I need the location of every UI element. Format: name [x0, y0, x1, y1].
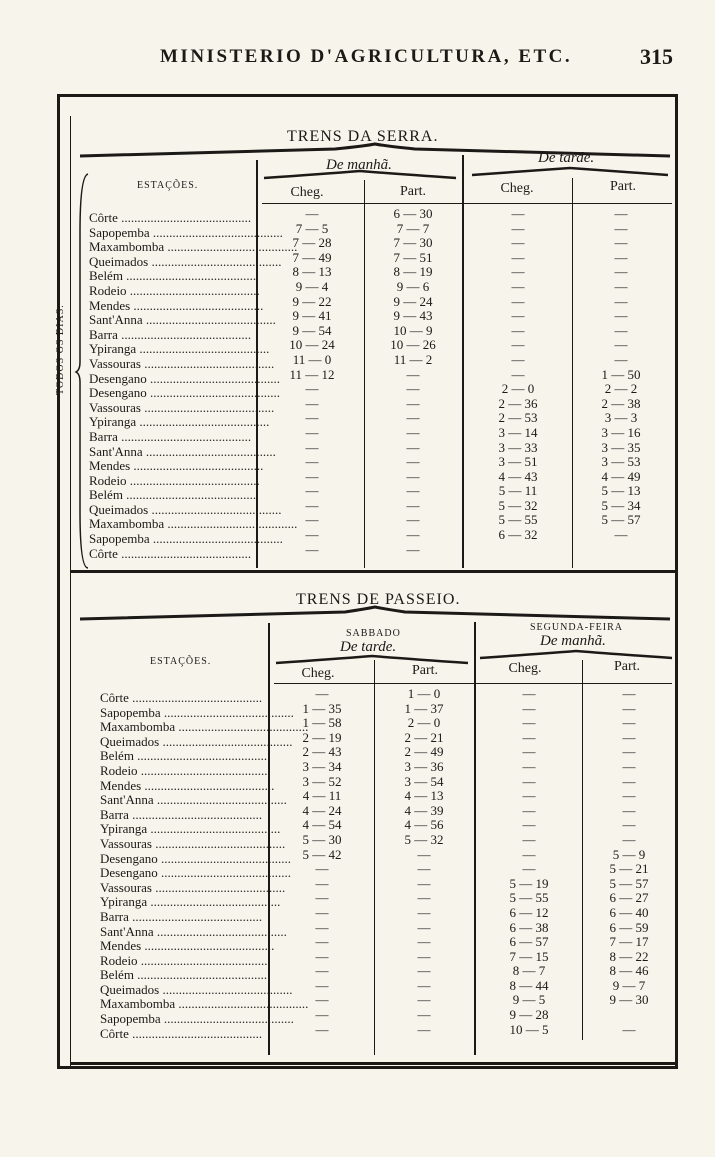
time-cell: — — [622, 686, 636, 701]
time-cell: 5 — 19 — [509, 875, 549, 891]
time-cell: — — [305, 454, 319, 470]
time-cell: — — [522, 773, 536, 789]
time-cell: 4 — 54 — [302, 817, 342, 833]
monday-label: SEGUNDA-FEIRA — [530, 622, 623, 633]
time-cell: 3 — 54 — [404, 773, 444, 789]
time-cell: 5 — 34 — [601, 497, 641, 513]
station-name: Queimados ........................................ — [100, 733, 293, 749]
monday-arrive-col — [480, 687, 578, 1037]
time-cell: 3 — 34 — [302, 758, 342, 774]
station-name: Ypiranga ........................................ — [89, 414, 270, 430]
time-cell: — — [406, 395, 420, 411]
time-cell: — — [305, 497, 319, 513]
time-cell: 6 — 40 — [609, 904, 649, 920]
time-cell: — — [406, 410, 420, 426]
serra-divider-main — [462, 155, 464, 568]
time-cell: — — [522, 831, 536, 847]
serra-morning-brace — [262, 168, 458, 180]
time-cell: — — [315, 948, 329, 964]
station-name: Rodeio ........................................ — [100, 762, 271, 778]
time-cell: — — [511, 308, 525, 324]
serra-side-brace — [76, 172, 90, 570]
station-name: Ypiranga ........................................ — [100, 894, 281, 910]
time-cell: — — [406, 454, 420, 470]
time-cell: 2 — 49 — [404, 744, 444, 760]
time-cell: — — [622, 788, 636, 804]
time-cell: — — [315, 686, 329, 701]
time-cell: — — [417, 977, 431, 993]
serra-afternoon-label: De tarde. — [538, 150, 595, 166]
station-name: Vassouras ........................................ — [89, 399, 275, 415]
time-cell: 7 — 5 — [295, 220, 329, 236]
time-cell: 7 — 17 — [609, 934, 649, 950]
time-cell: — — [622, 773, 636, 789]
time-cell: — — [315, 919, 329, 935]
time-cell: 5 — 11 — [498, 483, 538, 499]
time-cell: 9 — 30 — [609, 992, 649, 1008]
time-cell: 4 — 56 — [404, 817, 444, 833]
time-cell: — — [522, 744, 536, 760]
time-cell: — — [522, 788, 536, 804]
monday-sub: De manhã. — [540, 633, 606, 649]
time-cell: — — [522, 686, 536, 701]
station-name: Maxambomba ........................................ — [89, 516, 298, 532]
time-cell: — — [622, 1021, 636, 1037]
serra-divider-morning — [364, 180, 365, 568]
time-cell: 8 — 19 — [393, 264, 433, 280]
time-cell: 10 — 26 — [390, 337, 436, 353]
station-name: Barra ........................................ — [100, 908, 263, 924]
station-name: Sapopemba ........................................ — [89, 224, 283, 240]
serra-afternoon-arrive-header: Cheg. — [500, 181, 534, 196]
time-cell: 8 — 44 — [509, 977, 549, 993]
time-cell — [586, 1008, 672, 1023]
time-cell: 2 — 0 — [407, 715, 441, 731]
passeio-stations-header: ESTAÇÕES. — [150, 656, 212, 667]
time-cell: — — [614, 264, 628, 280]
time-cell: — — [305, 395, 319, 411]
time-cell: — — [511, 293, 525, 309]
station-name: Côrte ........................................ — [100, 1025, 263, 1041]
passeio-brace — [75, 607, 675, 623]
time-cell: 3 — 16 — [601, 424, 641, 440]
station-name: Côrte ........................................ — [89, 210, 252, 225]
station-name: Sant'Anna ........................................ — [89, 312, 276, 328]
time-cell: — — [417, 890, 431, 906]
time-cell: 2 — 2 — [604, 381, 638, 397]
time-cell: 7 — 49 — [292, 249, 332, 265]
time-cell: — — [614, 249, 628, 265]
time-cell: — — [406, 512, 420, 528]
time-cell: — — [511, 278, 525, 294]
time-cell: — — [406, 541, 420, 557]
time-cell: 7 — 15 — [509, 948, 549, 964]
serra-title: TRENS DA SERRA. — [287, 128, 439, 145]
time-cell: — — [614, 206, 628, 221]
time-cell — [468, 543, 568, 558]
time-cell: 9 — 43 — [393, 308, 433, 324]
time-cell: — — [522, 846, 536, 862]
station-name: Maxambomba ........................................ — [100, 719, 309, 735]
passeio-divider-saturday — [374, 660, 375, 1055]
time-cell: 11 — 0 — [292, 351, 332, 367]
time-cell: 3 — 53 — [601, 454, 641, 470]
station-name: Ypiranga ........................................ — [89, 341, 270, 357]
saturday-depart-col — [378, 687, 470, 1037]
time-cell: — — [614, 337, 628, 353]
station-name: Rodeio ........................................ — [100, 952, 271, 968]
time-cell: — — [315, 904, 329, 920]
time-cell: 9 — 6 — [396, 278, 430, 294]
time-cell: 4 — 24 — [302, 802, 342, 818]
time-cell: — — [315, 1021, 329, 1037]
station-name: Belém ........................................ — [100, 967, 268, 983]
monday-arrive-header: Cheg. — [508, 661, 542, 676]
time-cell: — — [417, 1007, 431, 1023]
time-cell: — — [622, 715, 636, 731]
time-cell: 6 — 38 — [509, 919, 549, 935]
time-cell: 5 — 32 — [404, 831, 444, 847]
time-cell: 8 — 7 — [512, 963, 546, 979]
time-cell: 3 — 3 — [604, 410, 638, 426]
station-name: Desengano ........................................ — [100, 850, 292, 866]
time-cell: — — [614, 322, 628, 338]
time-cell: 11 — 2 — [393, 351, 433, 367]
time-cell: 9 — 4 — [295, 278, 329, 294]
time-cell: — — [315, 934, 329, 950]
time-cell: 4 — 39 — [404, 802, 444, 818]
time-cell: — — [622, 831, 636, 847]
time-cell: 5 — 55 — [509, 890, 549, 906]
station-name: Mendes ........................................ — [89, 458, 264, 474]
station-name: Vassouras ........................................ — [89, 355, 275, 371]
serra-afternoon-arrive-col — [468, 207, 568, 557]
time-cell: 5 — 9 — [612, 846, 646, 862]
time-cell: 7 — 30 — [393, 235, 433, 251]
time-cell: 11 — 12 — [289, 366, 335, 382]
time-cell: 5 — 32 — [498, 497, 538, 513]
time-cell: 9 — 24 — [393, 293, 433, 309]
station-name: Maxambomba ........................................ — [89, 239, 298, 255]
time-cell: 3 — 33 — [498, 439, 538, 455]
time-cell: — — [417, 992, 431, 1008]
time-cell: 9 — 41 — [292, 308, 332, 324]
passeio-header-rule — [274, 683, 672, 684]
station-name: Sant'Anna ........................................ — [100, 923, 287, 939]
serra-morning-arrive-header: Cheg. — [290, 185, 324, 200]
time-cell: 8 — 13 — [292, 264, 332, 280]
monday-depart-header: Part. — [613, 659, 641, 674]
time-cell: — — [315, 1007, 329, 1023]
time-cell: 4 — 49 — [601, 468, 641, 484]
time-cell: — — [315, 861, 329, 877]
time-cell: — — [614, 527, 628, 543]
time-cell: 9 — 54 — [292, 322, 332, 338]
time-cell: — — [614, 220, 628, 236]
time-cell: 5 — 42 — [302, 846, 342, 862]
serra-morning-depart-col — [368, 207, 458, 557]
time-cell: — — [511, 337, 525, 353]
time-cell: — — [305, 424, 319, 440]
time-cell: — — [417, 875, 431, 891]
time-cell: — — [511, 351, 525, 367]
time-cell: 2 — 43 — [302, 744, 342, 760]
serra-afternoon-depart-header: Part. — [609, 179, 637, 194]
serra-header-rule — [262, 203, 672, 204]
time-cell: 9 — 5 — [512, 992, 546, 1008]
passeio-divider-main — [474, 622, 476, 1055]
station-name: Queimados ........................................ — [89, 253, 282, 269]
station-name: Mendes ........................................ — [89, 297, 264, 313]
station-name: Mendes ........................................ — [100, 938, 275, 954]
time-cell: 3 — 52 — [302, 773, 342, 789]
time-cell: — — [614, 293, 628, 309]
page-title: MINISTERIO D'AGRICULTURA, ETC. — [160, 46, 573, 67]
time-cell: 4 — 11 — [302, 788, 342, 804]
time-cell: — — [305, 541, 319, 557]
serra-afternoon-depart-col — [576, 207, 666, 557]
saturday-arrive-header: Cheg. — [301, 666, 335, 681]
station-name: Belém ........................................ — [89, 487, 257, 503]
station-name: Côrte ........................................ — [100, 690, 263, 705]
time-cell: — — [622, 802, 636, 818]
station-name: Desengano ........................................ — [100, 865, 292, 881]
serra-morning-arrive-col — [262, 207, 362, 557]
time-cell: 6 — 32 — [498, 527, 538, 543]
time-cell: 8 — 22 — [609, 948, 649, 964]
time-cell: — — [406, 381, 420, 397]
time-cell: — — [622, 700, 636, 716]
station-name: Barra ........................................ — [89, 326, 252, 342]
time-cell: — — [614, 351, 628, 367]
time-cell: — — [511, 249, 525, 265]
serra-morning-label: De manhã. — [326, 157, 392, 173]
station-name: Mendes ........................................ — [100, 777, 275, 793]
time-cell: — — [417, 919, 431, 935]
section-separator — [70, 570, 675, 573]
time-cell: 2 — 21 — [404, 729, 444, 745]
time-cell: — — [622, 744, 636, 760]
time-cell: 2 — 38 — [601, 395, 641, 411]
station-name: Queimados ........................................ — [100, 981, 293, 997]
time-cell: — — [305, 512, 319, 528]
passeio-title: TRENS DE PASSEIO. — [296, 591, 461, 608]
station-name: Queimados ........................................ — [89, 501, 282, 517]
time-cell: — — [417, 934, 431, 950]
time-cell: — — [417, 846, 431, 862]
time-cell: — — [522, 715, 536, 731]
time-cell: — — [511, 322, 525, 338]
time-cell: 5 — 30 — [302, 831, 342, 847]
station-name: Maxambomba ........................................ — [100, 996, 309, 1012]
time-cell: — — [622, 729, 636, 745]
page-number: 315 — [640, 44, 673, 69]
time-cell: — — [622, 758, 636, 774]
time-cell: 4 — 43 — [498, 468, 538, 484]
station-name: Vassouras ........................................ — [100, 835, 286, 851]
time-cell: 2 — 19 — [302, 729, 342, 745]
time-cell: 5 — 55 — [498, 512, 538, 528]
time-cell: — — [417, 904, 431, 920]
time-cell: — — [511, 366, 525, 382]
time-cell: 6 — 57 — [509, 934, 549, 950]
time-cell: — — [522, 817, 536, 833]
time-cell: 1 — 0 — [407, 686, 441, 701]
time-cell: — — [315, 890, 329, 906]
time-cell: — — [511, 220, 525, 236]
passeio-divider-monday — [582, 660, 583, 1040]
station-name: Desengano ........................................ — [89, 385, 281, 401]
time-cell: 3 — 51 — [498, 454, 538, 470]
time-cell: 3 — 35 — [601, 439, 641, 455]
time-cell: — — [511, 264, 525, 280]
station-name: Barra ........................................ — [100, 806, 263, 822]
time-cell: — — [417, 1021, 431, 1037]
time-cell: 9 — 28 — [509, 1007, 549, 1023]
time-cell: 4 — 13 — [404, 788, 444, 804]
time-cell: 1 — 35 — [302, 700, 342, 716]
time-cell: 1 — 37 — [404, 700, 444, 716]
time-cell: — — [406, 468, 420, 484]
time-cell: — — [406, 424, 420, 440]
time-cell: — — [614, 308, 628, 324]
saturday-label: SABBADO — [346, 628, 401, 639]
station-name: Rodeio ........................................ — [89, 472, 260, 488]
station-name: Barra ........................................ — [89, 428, 252, 444]
time-cell: — — [522, 861, 536, 877]
time-cell: 6 — 59 — [609, 919, 649, 935]
serra-stations-header: ESTAÇÕES. — [137, 180, 199, 191]
time-cell: — — [417, 948, 431, 964]
time-cell: — — [305, 439, 319, 455]
time-cell: 9 — 7 — [612, 977, 646, 993]
time-cell: 10 — 9 — [393, 322, 433, 338]
time-cell: 3 — 36 — [404, 758, 444, 774]
saturday-sub: De tarde. — [340, 639, 397, 655]
serra-station-list — [89, 210, 298, 561]
time-cell: 10 — 5 — [509, 1021, 549, 1037]
serra-morning-depart-header: Part. — [399, 184, 427, 199]
time-cell: 5 — 57 — [609, 875, 649, 891]
time-cell: — — [315, 992, 329, 1008]
station-name: Vassouras ........................................ — [100, 879, 286, 895]
time-cell: — — [511, 206, 525, 221]
station-name: Desengano ........................................ — [89, 370, 281, 386]
time-cell: — — [511, 235, 525, 251]
time-cell: 6 — 30 — [393, 206, 433, 221]
time-cell: — — [315, 875, 329, 891]
serra-side-label: TODOS OS DIAS. — [55, 304, 66, 395]
time-cell: 6 — 12 — [509, 904, 549, 920]
time-cell: — — [522, 758, 536, 774]
time-cell: 2 — 53 — [498, 410, 538, 426]
station-name: Sapopemba ........................................ — [100, 704, 294, 720]
station-name: Sant'Anna ........................................ — [89, 443, 276, 459]
time-cell: — — [522, 729, 536, 745]
time-cell: 1 — 58 — [302, 715, 342, 731]
time-cell: — — [305, 410, 319, 426]
time-cell: 10 — 24 — [289, 337, 335, 353]
station-name: Rodeio ........................................ — [89, 282, 260, 298]
time-cell: 5 — 13 — [601, 483, 641, 499]
time-cell: — — [315, 963, 329, 979]
time-cell: — — [315, 977, 329, 993]
time-cell: 7 — 28 — [292, 235, 332, 251]
time-cell — [576, 543, 666, 558]
time-cell: — — [305, 468, 319, 484]
time-cell: 5 — 21 — [609, 861, 649, 877]
station-name: Ypiranga ........................................ — [100, 821, 281, 837]
station-name: Belém ........................................ — [100, 748, 268, 764]
time-cell: 2 — 0 — [501, 381, 535, 397]
time-cell: — — [522, 700, 536, 716]
time-cell: 3 — 14 — [498, 424, 538, 440]
time-cell: — — [305, 483, 319, 499]
time-cell: — — [305, 527, 319, 543]
time-cell: 5 — 57 — [601, 512, 641, 528]
serra-divider-afternoon — [572, 178, 573, 568]
time-cell: — — [406, 527, 420, 543]
station-name: Côrte ........................................ — [89, 545, 252, 561]
time-cell: — — [417, 963, 431, 979]
time-cell: — — [305, 381, 319, 397]
station-name: Sapopemba ........................................ — [100, 1011, 294, 1027]
time-cell: — — [406, 366, 420, 382]
passeio-station-list — [100, 690, 309, 1041]
time-cell: — — [614, 235, 628, 251]
time-cell: — — [622, 817, 636, 833]
bottom-rule — [70, 1062, 675, 1065]
time-cell: — — [305, 206, 319, 221]
time-cell: — — [406, 483, 420, 499]
time-cell: 2 — 36 — [498, 395, 538, 411]
time-cell: — — [614, 278, 628, 294]
time-cell: — — [406, 439, 420, 455]
saturday-depart-header: Part. — [411, 663, 439, 678]
time-cell: 8 — 46 — [609, 963, 649, 979]
time-cell: — — [522, 802, 536, 818]
time-cell: 1 — 50 — [601, 366, 641, 382]
time-cell: 7 — 7 — [396, 220, 430, 236]
station-name: Sant'Anna ........................................ — [100, 792, 287, 808]
saturday-arrive-col — [272, 687, 372, 1037]
station-name: Sapopemba ........................................ — [89, 531, 283, 547]
time-cell: — — [406, 497, 420, 513]
station-name: Belém ........................................ — [89, 268, 257, 284]
time-cell: 9 — 22 — [292, 293, 332, 309]
running-head — [0, 40, 715, 80]
monday-depart-col — [586, 687, 672, 1037]
serra-afternoon-brace — [470, 165, 670, 177]
time-cell: — — [417, 861, 431, 877]
time-cell: 7 — 51 — [393, 249, 433, 265]
time-cell: 6 — 27 — [609, 890, 649, 906]
